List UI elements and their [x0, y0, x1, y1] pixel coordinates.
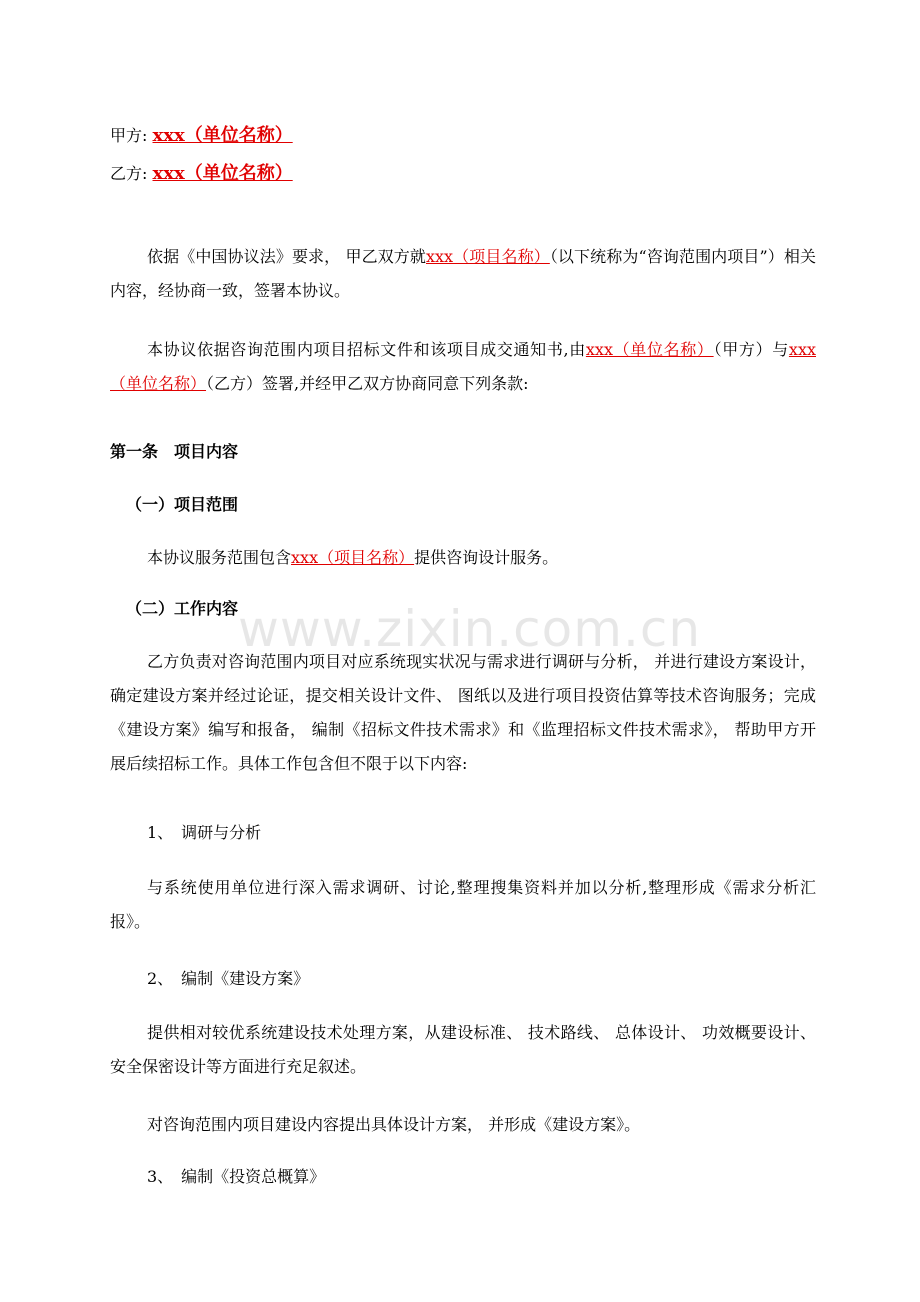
intro-paragraph-1	[110, 240, 816, 308]
party-a-name: xxx（单位名称）	[152, 125, 293, 146]
party-b-line	[110, 158, 293, 190]
intro-p1-before: 依据《中国协议法》要求， 甲乙双方就	[147, 247, 426, 266]
party-a-line	[110, 120, 293, 152]
item-2-paragraph-a: 提供相对较优系统建设技术处理方案，从建设标准、 技术路线、 总体设计、 功效概要设计、 安全保密设计等方面进行充足叙述。	[110, 1023, 816, 1076]
intro-p2-middle: （甲方）与	[713, 340, 789, 359]
intro-p2-before: 本协议依据咨询范围内项目招标文件和该项目成交通知书,由	[147, 340, 586, 359]
section-1-title: （一）项目范围	[126, 495, 239, 514]
article-1-title: 第一条 项目内容	[110, 442, 239, 461]
section-1-project-placeholder: xxx（项目名称）	[291, 548, 415, 567]
section-1-paragraph	[110, 541, 816, 575]
party-a-placeholder: xxx（单位名称）	[585, 340, 714, 359]
intro-p1-after: （以下统称为“咨询范围内项目”）相关内容，经协商一致，签署本协议。	[110, 247, 816, 300]
section-1-after: 提供咨询设计服务。	[414, 548, 559, 567]
section-1-before: 本协议服务范围包含	[147, 548, 292, 567]
party-a-label: 甲方:	[110, 126, 148, 145]
project-name-placeholder: xxx（项目名称）	[426, 247, 550, 266]
item-1-paragraph: 与系统使用单位进行深入需求调研、讨论,整理搜集资料并加以分析,整理形成《需求分析汇报》。	[110, 878, 816, 931]
item-3-title: 3、 编制《投资总概算》	[147, 1167, 326, 1186]
section-2-title: （二）工作内容	[126, 599, 239, 618]
section-2-paragraph: 乙方负责对咨询范围内项目对应系统现实状况与需求进行调研与分析， 并进行建设方案设计，确定建设方案并经过论证，提交相关设计文件、 图纸以及进行项目投资估算等技术咨询服务；完成《建设方案》编写和报备， 编制《招标文件技术需求》和《监理招标文件技术需求》， 帮助甲方开展后续招标工作。具体工作包含但不限于以下内容:	[110, 652, 816, 773]
party-b-label: 乙方:	[110, 164, 148, 183]
item-1-title: 1、 调研与分析	[147, 823, 262, 842]
item-2-title: 2、 编制《建设方案》	[147, 969, 310, 988]
party-b-placeholder: xxx（单位名称）	[110, 340, 816, 393]
intro-p2-after: （乙方）签署,并经甲乙双方协商同意下列条款:	[206, 374, 529, 393]
intro-paragraph-2	[110, 333, 816, 401]
watermark: www.zixin.com.cn	[238, 600, 702, 658]
item-2-paragraph-b: 对咨询范围内项目建设内容提出具体设计方案， 并形成《建设方案》。	[147, 1115, 641, 1134]
party-b-name: xxx（单位名称）	[152, 163, 293, 184]
